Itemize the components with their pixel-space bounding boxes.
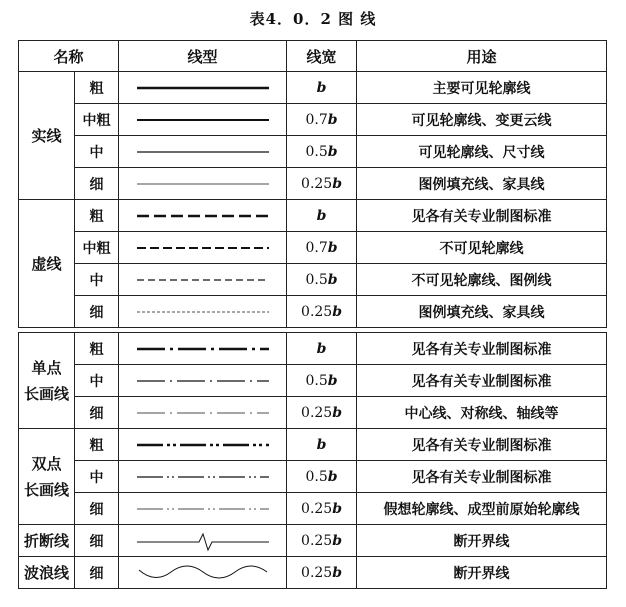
header-name: 名称 — [19, 41, 119, 72]
line-sample — [119, 461, 287, 493]
line-sample — [119, 557, 287, 589]
table-row — [19, 232, 607, 264]
line-sample — [119, 168, 287, 200]
sub-label: 粗 — [75, 333, 119, 365]
width-cell: 0.25b — [287, 397, 357, 429]
use-cell: 中心线、对称线、轴线等 — [357, 397, 607, 429]
sub-label: 中粗 — [75, 232, 119, 264]
line-sample — [119, 525, 287, 557]
sub-label: 细 — [75, 397, 119, 429]
width-cell: 0.25b — [287, 493, 357, 525]
width-cell: b — [287, 429, 357, 461]
width-cell: 0.5b — [287, 264, 357, 296]
line-sample — [119, 136, 287, 168]
header-width: 线宽 — [287, 41, 357, 72]
header-line-type: 线型 — [119, 41, 287, 72]
width-cell: 0.25b — [287, 168, 357, 200]
table-row — [19, 365, 607, 397]
table-row — [19, 525, 607, 557]
sub-label: 中 — [75, 365, 119, 397]
width-cell: 0.25b — [287, 557, 357, 589]
line-sample — [119, 296, 287, 328]
header-row — [19, 41, 607, 72]
sub-label: 中 — [75, 461, 119, 493]
header-use: 用途 — [357, 41, 607, 72]
sub-label: 粗 — [75, 200, 119, 232]
use-cell: 见各有关专业制图标准 — [357, 429, 607, 461]
table-row — [19, 429, 607, 461]
sub-label: 中粗 — [75, 104, 119, 136]
sub-label: 细 — [75, 493, 119, 525]
use-cell: 不可见轮廓线 — [357, 232, 607, 264]
width-cell: 0.25b — [287, 525, 357, 557]
use-cell: 断开界线 — [357, 525, 607, 557]
category-wavy-line: 波浪线 — [19, 557, 75, 589]
table-row — [19, 264, 607, 296]
sub-label: 中 — [75, 264, 119, 296]
width-cell: 0.7b — [287, 104, 357, 136]
use-cell: 见各有关专业制图标准 — [357, 333, 607, 365]
line-sample — [119, 429, 287, 461]
use-cell: 可见轮廓线、尺寸线 — [357, 136, 607, 168]
use-cell: 断开界线 — [357, 557, 607, 589]
table-row — [19, 168, 607, 200]
sub-label: 细 — [75, 557, 119, 589]
table-caption: 表4．0．2 图 线 — [249, 10, 377, 28]
use-cell: 见各有关专业制图标准 — [357, 200, 607, 232]
sub-label: 细 — [75, 525, 119, 557]
sub-label: 中 — [75, 136, 119, 168]
sub-label: 粗 — [75, 429, 119, 461]
use-cell: 见各有关专业制图标准 — [357, 461, 607, 493]
category-single-dot-dash: 单点 长画线 — [19, 333, 75, 429]
line-sample — [119, 264, 287, 296]
line-sample — [119, 232, 287, 264]
table-row — [19, 397, 607, 429]
line-types-table — [18, 40, 607, 589]
use-cell: 图例填充线、家具线 — [357, 168, 607, 200]
table-row — [19, 461, 607, 493]
use-cell: 不可见轮廓线、图例线 — [357, 264, 607, 296]
table-row — [19, 72, 607, 104]
table-row — [19, 493, 607, 525]
line-sample — [119, 397, 287, 429]
width-cell: b — [287, 200, 357, 232]
table-row — [19, 136, 607, 168]
line-sample — [119, 333, 287, 365]
sub-label: 细 — [75, 168, 119, 200]
line-sample — [119, 493, 287, 525]
line-sample — [119, 200, 287, 232]
table-row — [19, 200, 607, 232]
use-cell: 主要可见轮廓线 — [357, 72, 607, 104]
category-solid: 实线 — [19, 72, 75, 200]
category-break-line: 折断线 — [19, 525, 75, 557]
category-dashed: 虚线 — [19, 200, 75, 328]
sub-label: 细 — [75, 296, 119, 328]
width-cell: 0.5b — [287, 136, 357, 168]
table-row — [19, 104, 607, 136]
line-sample — [119, 104, 287, 136]
category-double-dot-dash: 双点 长画线 — [19, 429, 75, 525]
use-cell: 图例填充线、家具线 — [357, 296, 607, 328]
width-cell: b — [287, 333, 357, 365]
width-cell: 0.25b — [287, 296, 357, 328]
sub-label: 粗 — [75, 72, 119, 104]
width-cell: 0.5b — [287, 461, 357, 493]
line-sample — [119, 72, 287, 104]
use-cell: 假想轮廓线、成型前原始轮廓线 — [357, 493, 607, 525]
table-row — [19, 333, 607, 365]
use-cell: 见各有关专业制图标准 — [357, 365, 607, 397]
width-cell: 0.7b — [287, 232, 357, 264]
table-row — [19, 296, 607, 328]
table-row — [19, 557, 607, 589]
width-cell: 0.5b — [287, 365, 357, 397]
line-sample — [119, 365, 287, 397]
width-cell: b — [287, 72, 357, 104]
use-cell: 可见轮廓线、变更云线 — [357, 104, 607, 136]
